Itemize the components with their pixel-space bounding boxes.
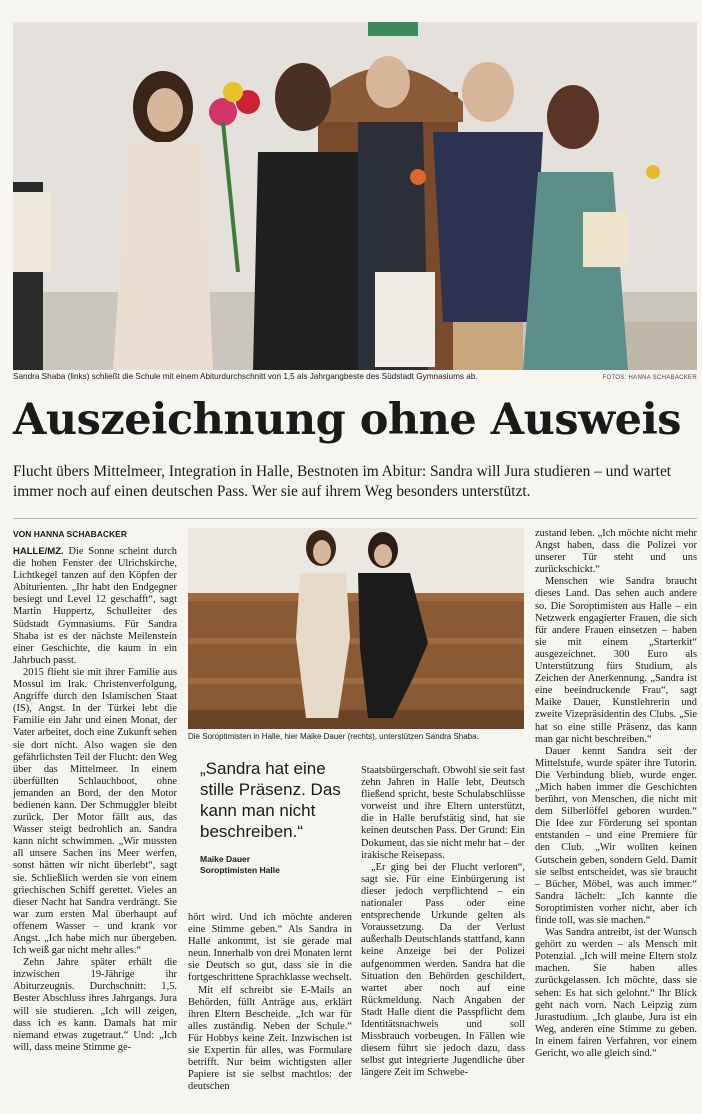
pull-quote-org: Soroptimisten Halle (200, 865, 280, 875)
article-column-2 (188, 912, 352, 1093)
paragraph: Mit elf schreibt sie E-Mails an Behörden, füllt Anträge aus, erklärt ihren Eltern Bescheide. „Ich war für alles zuständig. Neben der Schule.“ Für Hobbys keine Zeit. Inzwischen ist sie Expertin für alles, was Formulare betrifft. Nur beim wichtigsten aller Papiere ist sie selbst machtlos: der deutschen (188, 984, 352, 1093)
photo-credit: FOTOS: HANNA SCHABACKER (602, 375, 697, 381)
paragraph: 2015 flieht sie mit ihrer Familie aus Mossul im Irak. Christenverfolgung, Angriffe durch den Islamischen Staat (IS), Angst. In der Türkei lebt die Familie ein Jahr und einen Monat, der Vater arbeitet, doch eine Zukunft sehen sie dort nicht. Also wagen sie den gefährlichsten Teil der Flucht: den Weg über das Mittelmeer. In einem überfüllten Schlauchboot, ohne jemanden an Bord, der den Motor bedienen kann. Der Schmuggler bleibt zurück. Der Motor fällt aus, das Wasser steigt bedrohlich an. Sandra kann nicht schwimmen. „Wir mussten all unsere Sachen ins Meer werfen, sonst hätten wir nicht überlebt“, sagt sie. Schließlich werden sie von einem griechischen Schiff gerettet. Vieles an dieser Nacht hat Sandra verdrängt. Sie war zum ersten Mal überhaupt auf offenem Wasser – und krank vor Angst. „Ich habe mich nur übergeben. Ich weiß gar nicht mehr alles.“ (13, 666, 177, 957)
article-column-4 (535, 528, 697, 1060)
paragraph (13, 546, 177, 667)
paragraph: hört wird. Und ich möchte anderen eine Stimme geben.“ Als Sandra in Halle ankommt, ist sie gerade mal neun. Innerhalb von drei Monaten lernt sie Deutsch so gut, dass sie in die fortgeschrittene Sprachklasse wechselt. (188, 912, 352, 984)
pull-quote-text: „Sandra hat eine stille Präsenz. Das kann man nicht beschreiben.“ (200, 759, 341, 841)
paragraph: Was Sandra antreibt, ist der Wunsch gehört zu werden – als Mensch mit Potenzial. „Ich will meine Eltern stolz machen. Sie haben alles zurückgelassen. Ich möchte, dass sie sehen: Es hat sich gelohnt.“ Ihr Blick geht nach vorn. Nach Leipzig zum Jurastudium. „Ich glaube, Jura ist ein Weg, anderen eine Stimme zu geben. In einem fairen Verfahren, vor einem Gericht, wo alle gleich sind.“ (535, 927, 697, 1060)
secondary-photo-caption: Die Soroptimisten in Halle, hier Maike Dauer (rechts), unterstützen Sandra Shaba. (188, 732, 479, 741)
paragraph: Staatsbürgerschaft. Obwohl sie seit fast zehn Jahren in Halle lebt, Deutsch fließend spricht, beste Schulabschlüsse vorweist und ihre Eltern unterstützt, die in Halle berufstätig sind, hat sie keinen deutschen Pass. Der Grund: Ein Dokument, das sie nicht mehr hat – der irakische Reisepass. (361, 765, 526, 861)
paragraph: „Er ging bei der Flucht verloren“, sagt sie. Für eine Einbürgerung ist dieser jedoch verpflichtend – ein nationaler Pass oder eine entsprechende Urkunde gelten als Voraussetzung. Da der Verlust außerhalb Deutschlands stattfand, kann keine Anzeige bei der Polizei aufgenommen werden. Sandra hat die Situation den Behörden geschildert, wartet aber noch auf eine Rückmeldung. Nach Angaben der Stadt Halle dient die Passpflicht dem Identitätsnachweis und soll Missbrauch vorbeugen. In Fällen wie diesem führt sie jedoch dazu, dass selbst gut integrierte Jugendliche über längere Zeit im Schwebe- (361, 861, 525, 1079)
main-photo-caption-row (13, 372, 697, 381)
article-column-3 (361, 765, 525, 1079)
main-photo (13, 22, 697, 370)
paragraph: zustand leben. „Ich möchte nicht mehr Angst haben, dass die Polizei vor unserer Tür steht und uns zurückschickt.“ (535, 528, 697, 576)
pull-quote (200, 758, 350, 876)
secondary-photo-illustration (188, 528, 524, 729)
secondary-photo (188, 528, 524, 729)
headline: Auszeichnung ohne Ausweis (13, 395, 682, 445)
subheadline: Flucht übers Mittelmeer, Integration in Halle, Bestnoten im Abitur: Sandra will Jura studieren – und wartet immer noch auf einen deutschen Pass. Wer sie auf ihrem Weg besonders unterstützt. (13, 463, 672, 501)
paragraph-text: Die Sonne scheint durch die hohen Fenster der Ulrichskirche, Lichtkegel tanzen auf den Köpfen der Abiturienten. „Ihr habt den Endgegner besiegt und Level 12 geschafft“, sagt Martin Huppertz, Schulleiter des Südstadt Gymnasiums. Für Sandra Shaba ist es der nächste Meilenstein einer Geschichte, die kaum in ein Jahrbuch passt. (13, 546, 177, 666)
paragraph: Zehn Jahre später erhält die inzwischen 19-Jährige ihr Abiturzeugnis. Durchschnitt: 1,5. Bester Abschluss ihres Jahrgangs. Jura will sie studieren. „Ich will zeigen, dass ich es kann. Damals hat mir niemand etwas zugetraut.“ Und: „Ich will, dass meine Stimme ge- (13, 957, 177, 1053)
paragraph: Menschen wie Sandra braucht dieses Land. Das sehen auch andere so. Die Soroptimisten aus Halle – ein Netzwerk engagierter Frauen, die sich für andere Frauen einsetzen – haben sie mit einem „Starterkit“ ausgezeichnet. 300 Euro als Unterstützung fürs Studium, als Zeichen der Anerkennung. „Sandra ist eine beeindruckende Frau“, sagt Maike Dauer, Kunstlehrerin und zweite Vizepräsidentin des Clubs. „Sie hat so eine stille Präsenz, das kann man gar nicht beschreiben.“ (535, 576, 697, 745)
divider (13, 518, 697, 519)
pull-quote-author: Maike Dauer (200, 854, 251, 864)
main-photo-illustration (13, 22, 697, 370)
paragraph: Dauer kennt Sandra seit der Mittelstufe, wurde später ihre Tutorin. Die Verbindung blieb, wurde enger. „Mich haben immer die Geschichten berührt, von Menschen, die nicht mit dem Silberlöffel geboren wurden.“ Die Idee zur Förderung sei spontan entstanden – und eine Premiere für den Club. „Wir wollten keinen Gutschein geben, sondern Geld. Damit sie selbst entscheidet, was sie braucht – Bücher, Möbel, was auch immer.“ Sandra lächelt: „Ich kannte die Soroptimisten vorher nicht, aber ich finde toll, was sie machen.“ (535, 745, 697, 926)
article-column-1 (13, 546, 177, 1054)
byline: VON HANNA SCHABACKER (13, 529, 127, 539)
main-photo-caption: Sandra Shaba (links) schließt die Schule mit einem Abiturdurchschnitt von 1,5 als Jahrgangbeste des Südstadt Gymnasiums ab. (13, 372, 478, 381)
dateline: HALLE/MZ. (13, 546, 64, 557)
pull-quote-attribution (200, 854, 350, 876)
